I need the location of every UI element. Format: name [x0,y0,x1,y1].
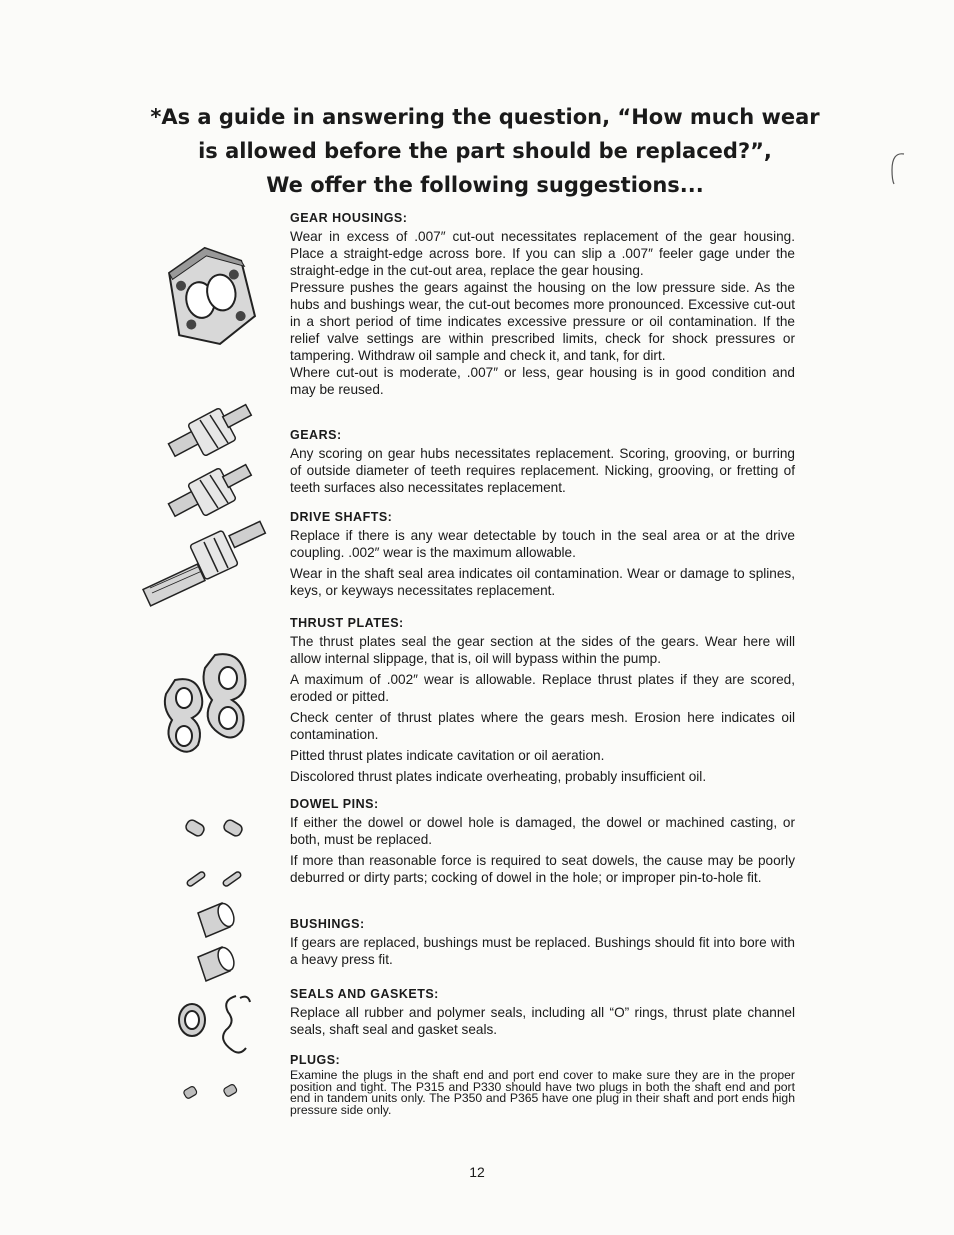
thrust-plates-illustration [160,650,265,760]
drive-shafts-paragraph-2: Wear in the shaft seal area indicates oil contamination. Wear or damage to splines, keys, or keyways necessitates replacement. [290,566,795,598]
dowel-pins-illustration [180,810,260,890]
dowel-pins-paragraph-1: If either the dowel or dowel hole is damaged, the dowel or machined casting, or both, must be replaced. [290,815,795,847]
seals-gaskets-paragraph-1: Replace all rubber and polymer seals, including all “O” rings, thrust plate channel seals, shaft seal and gasket seals. [290,1005,795,1037]
plugs-heading: PLUGS: [290,1053,341,1067]
plugs-paragraph-1: Examine the plugs in the shaft end and port end cover to make sure they are in the proper position and tight. The P315 and P330 should have two plugs in both the shaft end and port end in tandem units only. The P350 and P365 have one plug in their shaft and port ends high pressure side only. [290,1068,795,1117]
gear-housings-section [290,211,795,402]
bushings-paragraph-1: If gears are replaced, bushings must be replaced. Bushings should fit into bore with a heavy press fit. [290,935,795,967]
dowel-pins-paragraph-2: If more than reasonable force is required to seat dowels, the cause may be poorly deburred or dirty parts; cocking of dowel in the hole; or improper pin-to-hole fit. [290,853,795,885]
dowel-pins-section [290,797,795,890]
gears-illustration [160,400,260,525]
gear-housings-paragraph-1: Wear in excess of .007″ cut-out necessitates replacement of the gear housing. Place a straight-edge across bore. If you can slip a .007″ feeler gage under the straight-edge in the cut-out area, replace the gear housing. [290,229,795,278]
title-line-1: *As a guide in answering the question, “How much wear [150,105,820,129]
thrust-plates-paragraph-5: Discolored thrust plates indicate overheating, probably insufficient oil. [290,769,707,784]
drive-shaft-illustration [140,518,270,608]
bushings-illustration [188,893,238,988]
thrust-plates-paragraph-2: A maximum of .002″ wear is allowable. Replace thrust plates if they are scored, eroded or pitted. [290,672,795,704]
plugs-section [290,1053,795,1120]
thrust-plates-paragraph-3: Check center of thrust plates where the gears mesh. Erosion here indicates oil contamination. [290,710,795,742]
gear-housings-paragraph-2: Pressure pushes the gears against the housing on the low pressure side. As the hubs and bushings wear, the cut-out becomes more pronounced. Excessive cut-out in a short period of time indicates excessive pressure or oil contamination. If the relief valve settings are within prescribed limits, check for shock pressures or tampering. Withdraw oil sample and check it, and tank, for dirt. [290,280,795,363]
thrust-plates-paragraph-1: The thrust plates seal the gear section at the sides of the gears. Wear here will allow internal slippage, that is, oil will bypass within the pump. [290,634,795,666]
thrust-plates-heading: THRUST PLATES: [290,616,404,630]
drive-shafts-paragraph-1: Replace if there is any wear detectable by touch in the seal area or at the drive coupling. .002″ wear is the maximum allowable. [290,528,795,560]
gear-housings-paragraph-3: Where cut-out is moderate, .007″ or less, gear housing is in good condition and may be reused. [290,365,795,397]
page-title [150,100,820,202]
seals-gaskets-heading: SEALS AND GASKETS: [290,987,439,1001]
gears-section [290,428,795,500]
page-number: 12 [469,1164,485,1180]
seals-gaskets-section [290,987,795,1042]
gears-paragraph-1: Any scoring on gear hubs necessitates replacement. Scoring, grooving, or burring of outside diameter of teeth requires replacement. Nicking, grooving, or fretting of teeth surfaces also necessitates replacement. [290,446,795,495]
thrust-plates-paragraph-4: Pitted thrust plates indicate cavitation or oil aeration. [290,748,605,763]
margin-bracket-mark [886,150,906,190]
thrust-plates-section [290,616,795,789]
drive-shafts-section [290,510,795,603]
plugs-illustration [178,1078,248,1108]
gear-housings-heading: GEAR HOUSINGS: [290,211,408,225]
gears-heading: GEARS: [290,428,342,442]
seals-gaskets-illustration [170,990,255,1060]
drive-shafts-heading: DRIVE SHAFTS: [290,510,393,524]
bushings-section [290,917,795,972]
title-line-3: We offer the following suggestions... [266,173,704,197]
gear-housing-illustration [160,240,260,355]
bushings-heading: BUSHINGS: [290,917,365,931]
dowel-pins-heading: DOWEL PINS: [290,797,379,811]
title-line-2: is allowed before the part should be replaced?”, [198,139,772,163]
